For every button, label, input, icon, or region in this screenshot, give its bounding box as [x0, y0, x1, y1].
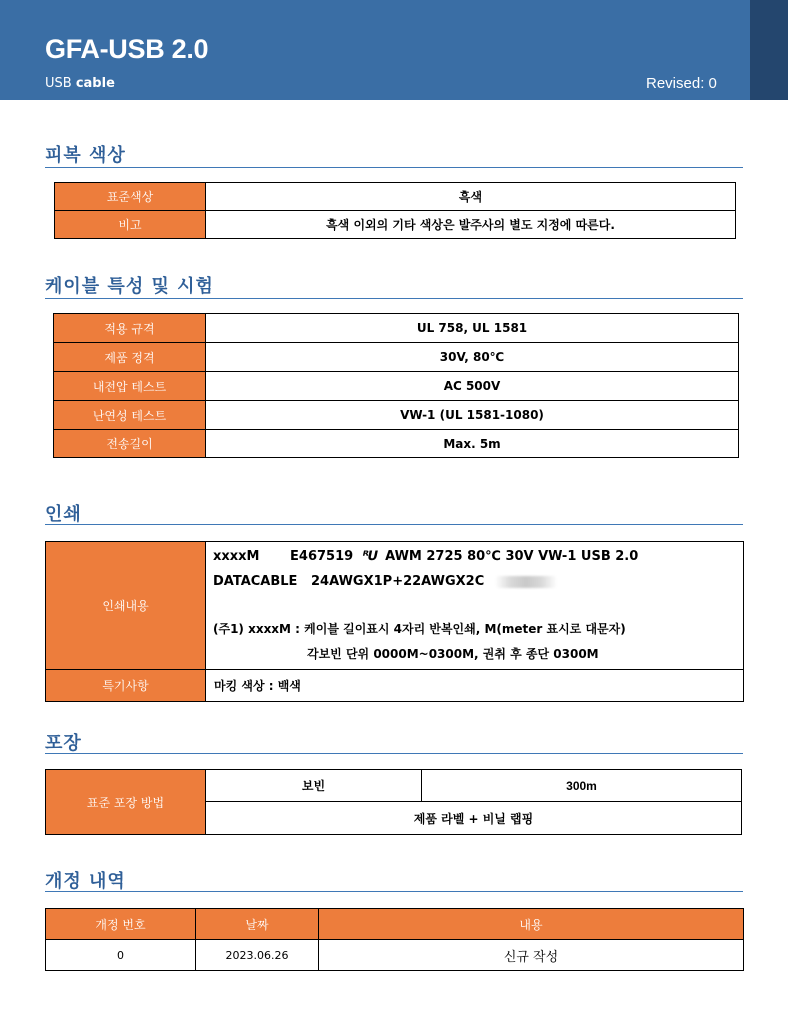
print-length-code: xxxxM: [213, 549, 260, 564]
subtitle-prefix: USB: [45, 76, 72, 91]
print-content-label: 인쇄내용: [46, 542, 206, 670]
flame-test-value: VW-1 (UL 1581-1080): [206, 401, 739, 430]
remark-label: 비고: [55, 211, 206, 239]
document-title: GFA-USB 2.0: [45, 34, 209, 64]
print-line-2: [213, 569, 736, 594]
revision-date: 2023.06.26: [196, 940, 319, 971]
table-row: [46, 542, 744, 670]
print-table: [45, 541, 744, 702]
packaging-length: 300m: [422, 770, 742, 802]
print-note-1: (주1) xxxxM : 케이블 길이표시 4자리 반복인쇄, M(meter 표시로 대문자): [213, 622, 626, 636]
print-line-1: [213, 544, 736, 569]
revision-date-header: 날짜: [196, 909, 319, 940]
table-row: [54, 372, 739, 401]
voltage-test-value: AC 500V: [206, 372, 739, 401]
section-rule: [45, 753, 743, 754]
section-title-packaging: 포장: [45, 733, 82, 754]
revision-content: 신규 작성: [319, 940, 744, 971]
cable-table: [53, 313, 739, 458]
section-title-print: 인쇄: [45, 504, 82, 525]
redacted-code: [495, 576, 557, 588]
table-row: [54, 314, 739, 343]
revision-content-header: 내용: [319, 909, 744, 940]
packaging-method: 제품 라벨 + 비닐 랩핑: [206, 802, 742, 835]
rating-label: 제품 정격: [54, 343, 206, 372]
length-label: 전송길이: [54, 430, 206, 458]
section-rule: [45, 524, 743, 525]
section-title-color: 피복 색상: [45, 145, 126, 166]
section-title-cable: 케이블 특성 및 시험: [45, 276, 214, 297]
section-rule: [45, 298, 743, 299]
special-value: 마킹 색상 : 백색: [206, 670, 744, 702]
remark-value: 흑색 이외의 기타 색상은 발주사의 별도 지정에 따른다.: [206, 211, 736, 239]
subtitle-bold: cable: [75, 76, 115, 91]
special-label: 특기사항: [46, 670, 206, 702]
color-label: 표준색상: [55, 183, 206, 211]
print-file-number: E467519: [290, 549, 354, 564]
color-value: 흑색: [206, 183, 736, 211]
table-row: [55, 183, 736, 211]
print-content: [206, 542, 744, 670]
standard-label: 적용 규격: [54, 314, 206, 343]
print-note-2: 각보빈 단위 0000M~0300M, 권취 후 종단 0300M: [307, 647, 599, 661]
table-row: [54, 401, 739, 430]
table-row: [46, 940, 744, 971]
section-rule: [45, 167, 743, 168]
length-value: Max. 5m: [206, 430, 739, 458]
rating-value: 30V, 80℃: [206, 343, 739, 372]
standard-value: UL 758, UL 1581: [206, 314, 739, 343]
print-spec: AWM 2725 80℃ 30V VW-1 USB 2.0: [385, 549, 639, 564]
document-subtitle: [45, 76, 115, 91]
revision-table: [45, 908, 744, 971]
header-accent: [750, 0, 788, 100]
packaging-table: [45, 769, 742, 835]
table-row: [46, 770, 742, 802]
voltage-test-label: 내전압 테스트: [54, 372, 206, 401]
table-row: [54, 430, 739, 458]
revision-number: 0: [46, 940, 196, 971]
revision-number-header: 개정 번호: [46, 909, 196, 940]
packaging-label: 표준 포장 방법: [46, 770, 206, 835]
section-title-revision: 개정 내역: [45, 871, 126, 892]
color-table: [54, 182, 736, 239]
print-cable-spec: DATACABLE 24AWGX1P+22AWGX2C: [213, 574, 485, 589]
table-row: [46, 670, 744, 702]
section-rule: [45, 891, 743, 892]
revision-label: Revised: 0: [646, 75, 717, 92]
table-header-row: [46, 909, 744, 940]
table-row: [54, 343, 739, 372]
table-row: [55, 211, 736, 239]
flame-test-label: 난연성 테스트: [54, 401, 206, 430]
ul-recognized-icon: ᴿU: [360, 549, 379, 564]
packaging-unit: 보빈: [206, 770, 422, 802]
